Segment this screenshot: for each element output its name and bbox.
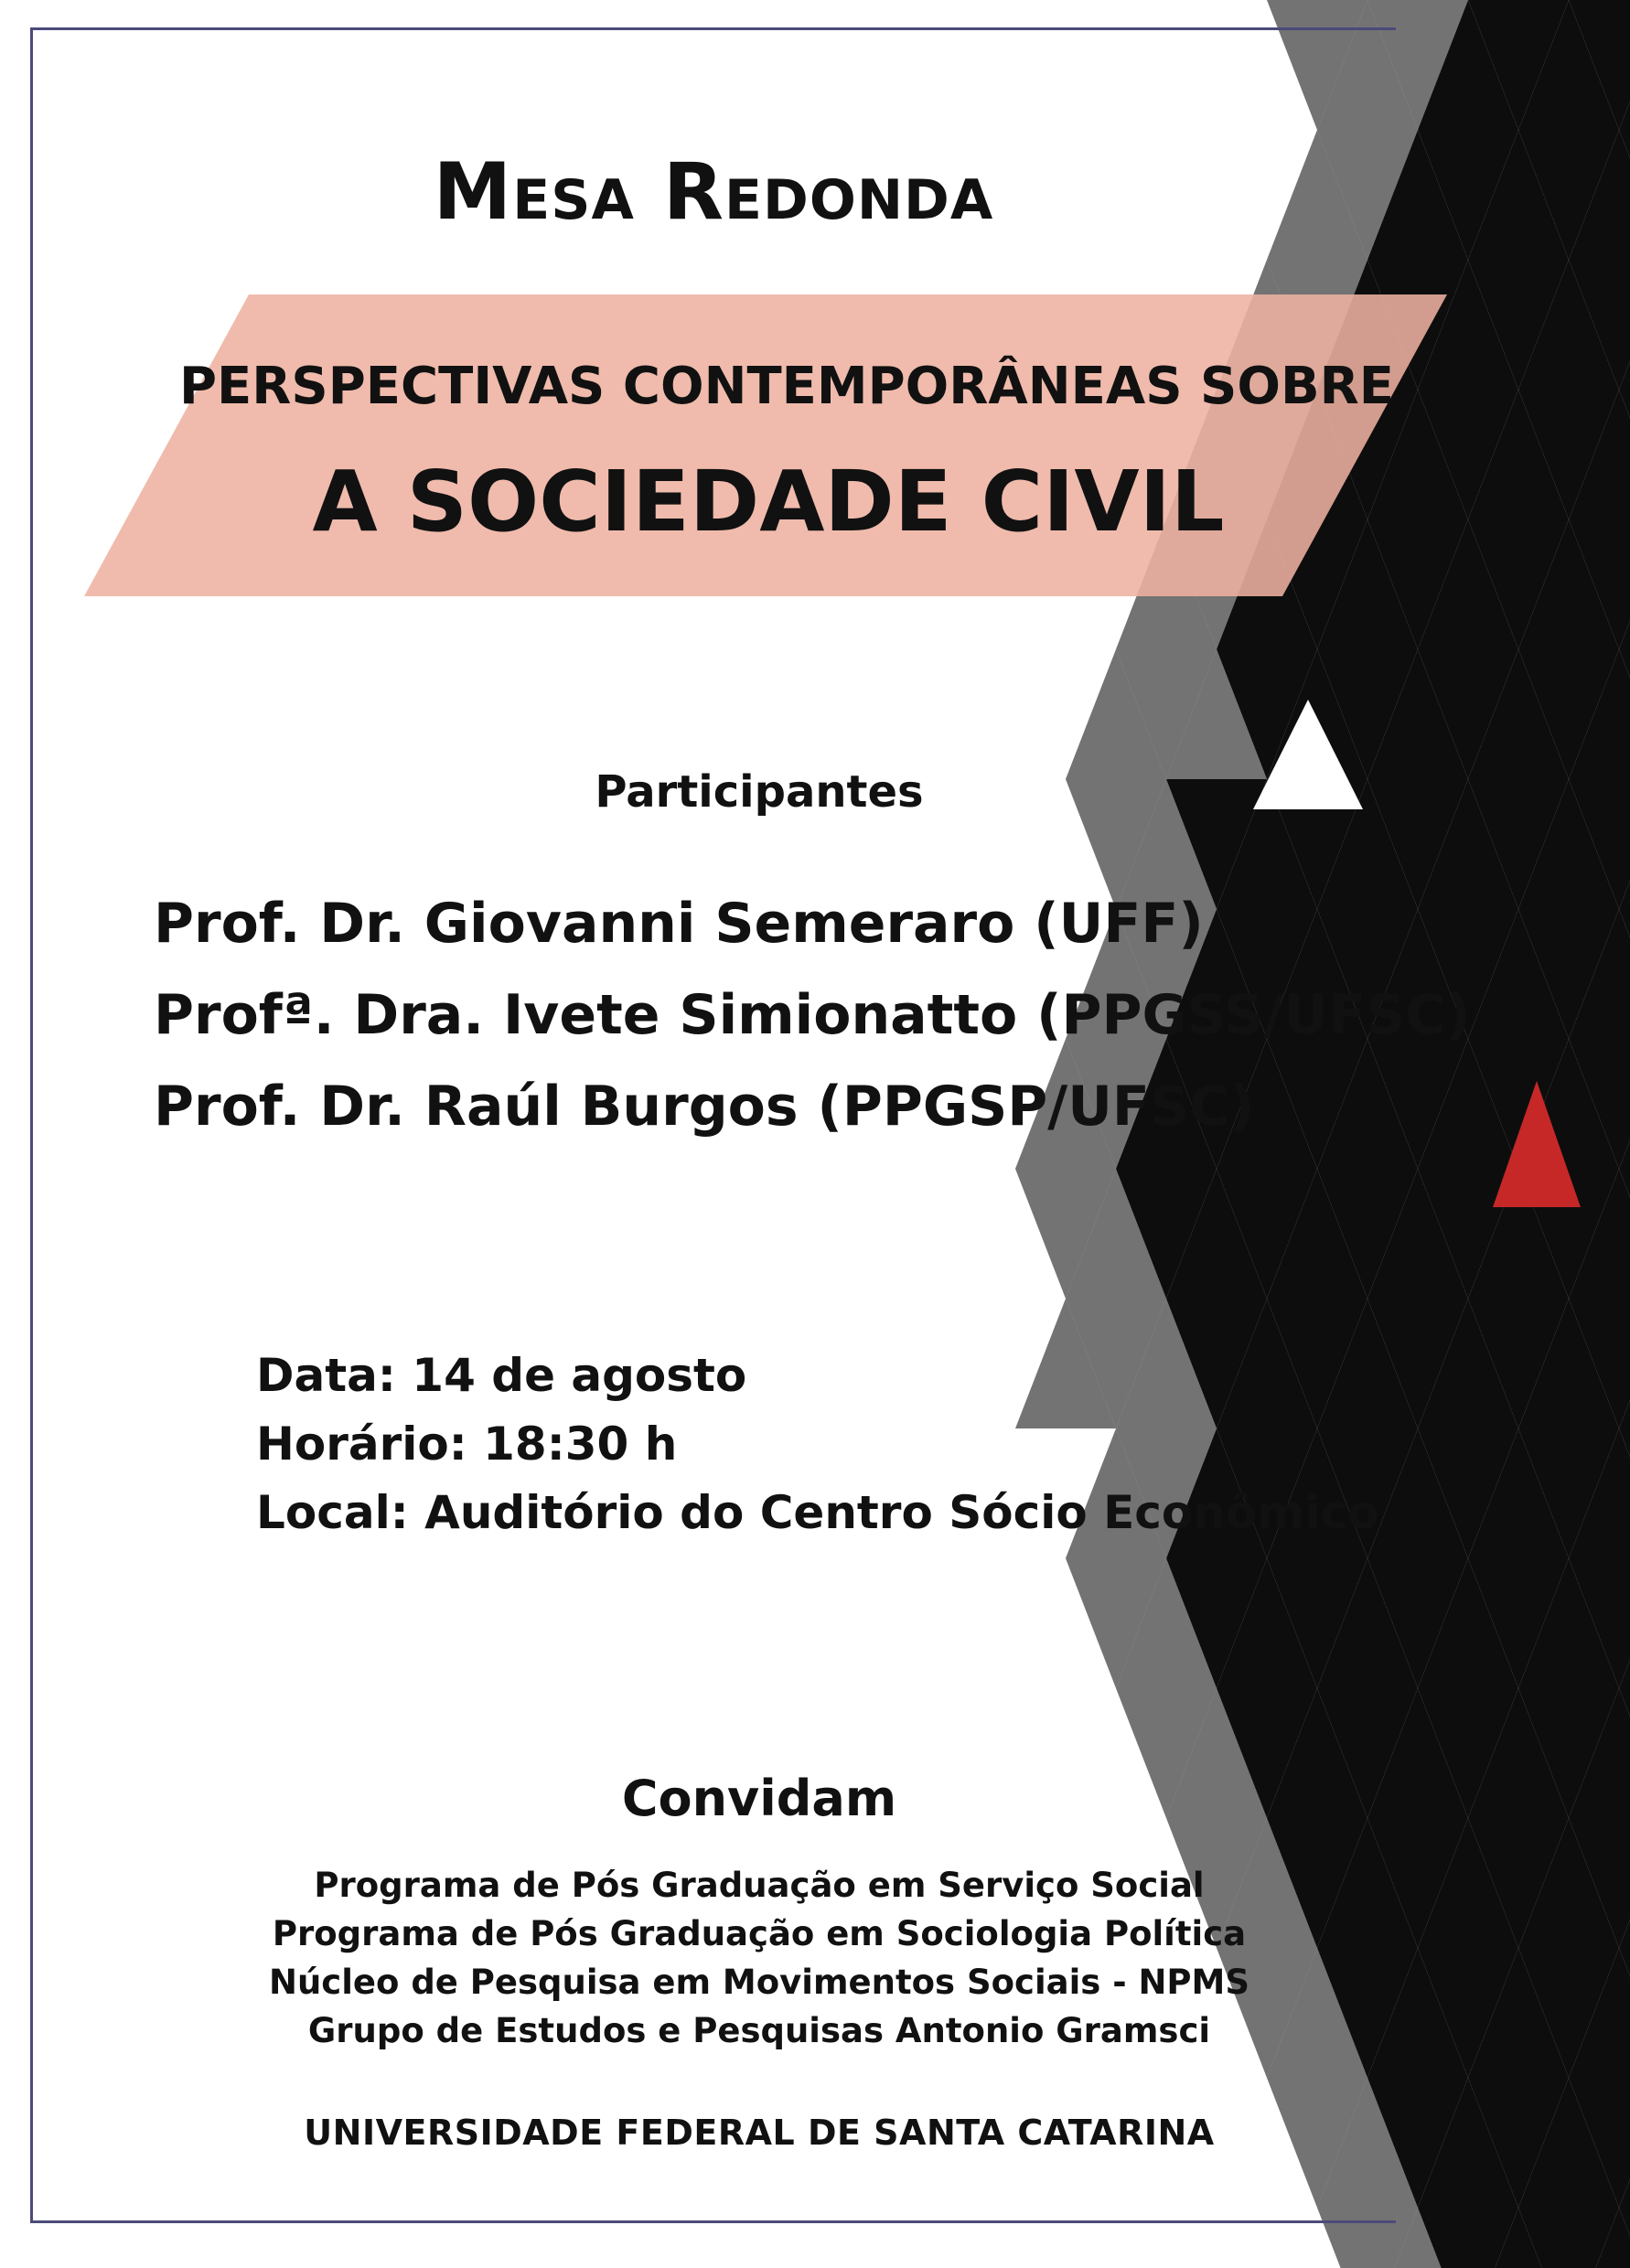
host-organization: Programa de Pós Graduação em Serviço Social [314, 1866, 1205, 1905]
title-banner [84, 294, 1447, 596]
hosts-heading: Convidam [621, 1770, 897, 1827]
banner-subtitle: PERSPECTIVAS CONTEMPORÂNEAS SOBRE [178, 357, 1395, 416]
event-time: Horário: 18:30 h [256, 1418, 678, 1471]
event-type-title: Mesa Redonda [433, 146, 994, 238]
host-organization: Núcleo de Pesquisa em Movimentos Sociais - NPMS [269, 1963, 1249, 2002]
participants-heading: Participantes [595, 766, 924, 818]
event-location: Local: Auditório do Centro Sócio Econômico [256, 1486, 1379, 1539]
host-organization: Programa de Pós Graduação em Sociologia Política [272, 1914, 1247, 1953]
participant-item: Profª. Dra. Ivete Simionatto (PPGSS/UFSC) [154, 983, 1471, 1047]
participant-item: Prof. Dr. Raúl Burgos (PPGSP/UFSC) [154, 1075, 1255, 1139]
banner-main-title: A SOCIEDADE CIVIL [312, 453, 1225, 551]
event-date: Data: 14 de agosto [256, 1349, 747, 1402]
host-organization: Grupo de Estudos e Pesquisas Antonio Gramsci [307, 2011, 1211, 2050]
participant-item: Prof. Dr. Giovanni Semeraro (UFF) [154, 892, 1204, 956]
university-name: UNIVERSIDADE FEDERAL DE SANTA CATARINA [304, 2113, 1215, 2153]
